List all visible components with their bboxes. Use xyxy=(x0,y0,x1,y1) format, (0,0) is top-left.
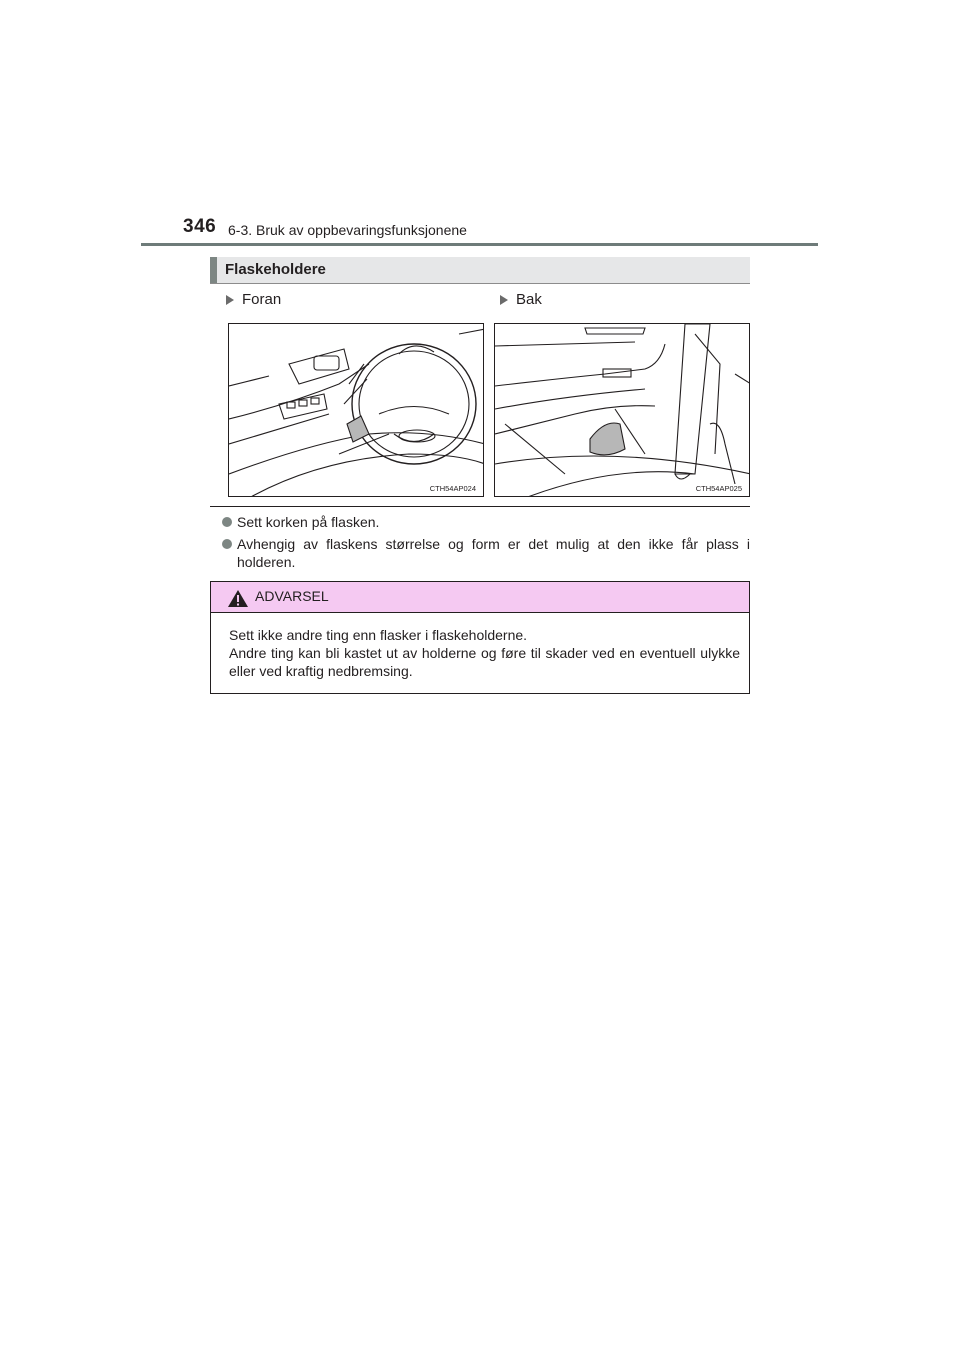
section-heading xyxy=(210,257,750,284)
warning-title: ADVARSEL xyxy=(255,588,329,604)
front-illustration-drawing xyxy=(229,324,484,497)
list-item-text: Sett korken på flasken. xyxy=(237,514,380,530)
notes-list xyxy=(222,513,750,575)
figures-divider xyxy=(210,506,750,507)
section-title: Flaskeholdere xyxy=(225,261,326,278)
rear-illustration xyxy=(494,323,750,497)
warning-triangle-icon xyxy=(227,589,249,608)
warning-text: Andre ting kan bli kastet ut av holderne og føre til skader ved en eventuell ulykke eller ved kraftig nedbremsing. xyxy=(229,645,740,679)
figure-code-rear: CTH54AP025 xyxy=(695,484,742,493)
warning-body xyxy=(211,613,749,680)
bullet-icon xyxy=(222,539,232,549)
rear-illustration-drawing xyxy=(495,324,750,497)
triangle-bullet-icon xyxy=(500,295,508,305)
section-accent xyxy=(210,257,217,283)
warning-text: Sett ikke andre ting enn flasker i flaskeholderne. xyxy=(229,627,528,643)
list-item xyxy=(222,513,750,531)
sub-label-rear-text: Bak xyxy=(516,291,542,308)
triangle-bullet-icon xyxy=(226,295,234,305)
front-illustration xyxy=(228,323,484,497)
header-rule xyxy=(141,243,818,246)
figure-code-front: CTH54AP024 xyxy=(429,484,476,493)
list-item xyxy=(222,535,750,571)
sub-label-front xyxy=(226,291,281,308)
bullet-icon xyxy=(222,517,232,527)
sub-label-rear xyxy=(500,291,542,308)
list-item-text: Avhengig av flaskens størrelse og form er det mulig at den ikke får plass i holderen. xyxy=(237,536,750,570)
chapter-title: 6-3. Bruk av oppbevaringsfunksjonene xyxy=(228,222,467,238)
warning-header xyxy=(211,582,749,613)
warning-box xyxy=(210,581,750,694)
page-number: 346 xyxy=(183,216,217,237)
sub-label-front-text: Foran xyxy=(242,291,282,308)
